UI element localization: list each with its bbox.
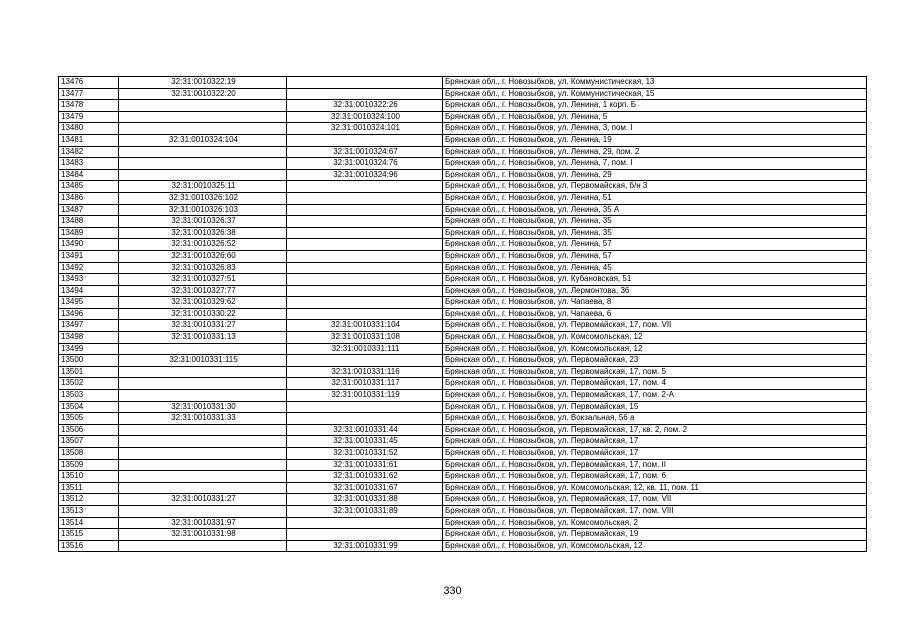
address-cell: Брянская обл., г. Новозыбков, ул. Комсомольская, 2 bbox=[443, 517, 867, 529]
land-cadastral-number-cell bbox=[119, 390, 287, 402]
land-cadastral-number-cell: 32:31:0010331:115 bbox=[119, 355, 287, 367]
building-cadastral-number-cell: 32:31:0010324:76 bbox=[287, 158, 443, 170]
land-cadastral-number-cell bbox=[119, 378, 287, 390]
building-cadastral-number-cell bbox=[287, 204, 443, 216]
land-cadastral-number-cell: 32:31:0010325:11 bbox=[119, 181, 287, 193]
row-number-cell: 13514 bbox=[59, 517, 119, 529]
address-cell: Брянская обл., г. Новозыбков, ул. Ленина, 1 корп. Б bbox=[443, 100, 867, 112]
row-number-cell: 13484 bbox=[59, 169, 119, 181]
address-cell: Брянская обл., г. Новозыбков, ул. Первомайская, 17, пом. 5 bbox=[443, 366, 867, 378]
address-cell: Брянская обл., г. Новозыбков, ул. Первомайская, 17, пом. 2-А bbox=[443, 390, 867, 402]
table-row bbox=[59, 227, 867, 239]
building-cadastral-number-cell bbox=[287, 297, 443, 309]
land-cadastral-number-cell: 32:31:0010329:62 bbox=[119, 297, 287, 309]
row-number-cell: 13498 bbox=[59, 332, 119, 344]
land-cadastral-number-cell bbox=[119, 146, 287, 158]
building-cadastral-number-cell: 32:31:0010331:45 bbox=[287, 436, 443, 448]
address-cell: Брянская обл., г. Новозыбков, ул. Коммунистическая, 13 bbox=[443, 77, 867, 89]
land-cadastral-number-cell: 32:31:0010322:19 bbox=[119, 77, 287, 89]
building-cadastral-number-cell bbox=[287, 274, 443, 286]
address-cell: Брянская обл., г. Новозыбков, ул. Комсомольская, 12 bbox=[443, 540, 867, 552]
address-cell: Брянская обл., г. Новозыбков, ул. Первомайская, 19 bbox=[443, 529, 867, 541]
table-row bbox=[59, 517, 867, 529]
table-row bbox=[59, 123, 867, 135]
building-cadastral-number-cell: 32:31:0010331:89 bbox=[287, 505, 443, 517]
address-cell: Брянская обл., г. Новозыбков, ул. Первомайская, 17 bbox=[443, 436, 867, 448]
building-cadastral-number-cell bbox=[287, 192, 443, 204]
table-row bbox=[59, 88, 867, 100]
address-cell: Брянская обл., г. Новозыбков, ул. Ленина, 35 bbox=[443, 216, 867, 228]
row-number-cell: 13489 bbox=[59, 227, 119, 239]
building-cadastral-number-cell: 32:31:0010331:62 bbox=[287, 471, 443, 483]
building-cadastral-number-cell: 32:31:0010331:108 bbox=[287, 332, 443, 344]
land-cadastral-number-cell: 32:31:0010326:52 bbox=[119, 239, 287, 251]
address-cell: Брянская обл., г. Новозыбков, ул. Первомайская, 17, пом. II bbox=[443, 459, 867, 471]
address-cell: Брянская обл., г. Новозыбков, ул. Первомайская, 17, пом. VII bbox=[443, 320, 867, 332]
address-cell: Брянская обл., г. Новозыбков, ул. Первомайская, 15 bbox=[443, 401, 867, 413]
row-number-cell: 13483 bbox=[59, 158, 119, 170]
table-row bbox=[59, 100, 867, 112]
land-cadastral-number-cell bbox=[119, 123, 287, 135]
land-cadastral-number-cell: 32:31:0010326:102 bbox=[119, 192, 287, 204]
land-cadastral-number-cell bbox=[119, 424, 287, 436]
row-number-cell: 13504 bbox=[59, 401, 119, 413]
row-number-cell: 13513 bbox=[59, 505, 119, 517]
table-row bbox=[59, 366, 867, 378]
building-cadastral-number-cell bbox=[287, 239, 443, 251]
row-number-cell: 13491 bbox=[59, 250, 119, 262]
land-cadastral-number-cell: 32:31:0010331:27 bbox=[119, 320, 287, 332]
page-number: 330 bbox=[443, 585, 462, 597]
land-cadastral-number-cell: 32:31:0010327:51 bbox=[119, 274, 287, 286]
table-row bbox=[59, 216, 867, 228]
table-row bbox=[59, 158, 867, 170]
table-row bbox=[59, 169, 867, 181]
table-row bbox=[59, 134, 867, 146]
building-cadastral-number-cell bbox=[287, 181, 443, 193]
address-cell: Брянская обл., г. Новозыбков, ул. Лермонтова, 36 bbox=[443, 285, 867, 297]
building-cadastral-number-cell: 32:31:0010324:67 bbox=[287, 146, 443, 158]
row-number-cell: 13476 bbox=[59, 77, 119, 89]
building-cadastral-number-cell: 32:31:0010331:111 bbox=[287, 343, 443, 355]
land-cadastral-number-cell: 32:31:0010331:30 bbox=[119, 401, 287, 413]
building-cadastral-number-cell bbox=[287, 285, 443, 297]
row-number-cell: 13481 bbox=[59, 134, 119, 146]
address-cell: Брянская обл., г. Новозыбков, ул. Первомайская, 17, пом. VII bbox=[443, 494, 867, 506]
land-cadastral-number-cell bbox=[119, 100, 287, 112]
land-cadastral-number-cell: 32:31:0010322:20 bbox=[119, 88, 287, 100]
land-cadastral-number-cell: 32:31:0010331:27 bbox=[119, 494, 287, 506]
building-cadastral-number-cell: 32:31:0010331:88 bbox=[287, 494, 443, 506]
address-cell: Брянская обл., г. Новозыбков, ул. Первомайская, 17, пом. 6 bbox=[443, 471, 867, 483]
building-cadastral-number-cell bbox=[287, 134, 443, 146]
land-cadastral-number-cell bbox=[119, 158, 287, 170]
row-number-cell: 13479 bbox=[59, 111, 119, 123]
building-cadastral-number-cell bbox=[287, 517, 443, 529]
cadastral-table bbox=[58, 76, 867, 552]
table-row bbox=[59, 181, 867, 193]
row-number-cell: 13510 bbox=[59, 471, 119, 483]
table-row bbox=[59, 436, 867, 448]
row-number-cell: 13494 bbox=[59, 285, 119, 297]
table-row bbox=[59, 250, 867, 262]
land-cadastral-number-cell: 32:31:0010326:103 bbox=[119, 204, 287, 216]
address-cell: Брянская обл., г. Новозыбков, ул. Ленина, 5 bbox=[443, 111, 867, 123]
land-cadastral-number-cell: 32:31:0010331:13 bbox=[119, 332, 287, 344]
building-cadastral-number-cell bbox=[287, 401, 443, 413]
address-cell: Брянская обл., г. Новозыбков, ул. Ленина, 29, пом. 2 bbox=[443, 146, 867, 158]
address-cell: Брянская обл., г. Новозыбков, ул. Первомайская, 23 bbox=[443, 355, 867, 367]
address-cell: Брянская обл., г. Новозыбков, ул. Ленина, 57 bbox=[443, 250, 867, 262]
row-number-cell: 13505 bbox=[59, 413, 119, 425]
row-number-cell: 13482 bbox=[59, 146, 119, 158]
address-cell: Брянская обл., г. Новозыбков, ул. Первомайская, 17 bbox=[443, 448, 867, 460]
row-number-cell: 13516 bbox=[59, 540, 119, 552]
land-cadastral-number-cell: 32:31:0010331:97 bbox=[119, 517, 287, 529]
table-row bbox=[59, 482, 867, 494]
address-cell: Брянская обл., г. Новозыбков, ул. Первомайская, б/н 3 bbox=[443, 181, 867, 193]
row-number-cell: 13477 bbox=[59, 88, 119, 100]
address-cell: Брянская обл., г. Новозыбков, ул. Кубановская, 51 bbox=[443, 274, 867, 286]
address-cell: Брянская обл., г. Новозыбков, ул. Ленина, 35 bbox=[443, 227, 867, 239]
address-cell: Брянская обл., г. Новозыбков, ул. Комсомольская, 12 bbox=[443, 332, 867, 344]
building-cadastral-number-cell: 32:31:0010331:104 bbox=[287, 320, 443, 332]
row-number-cell: 13493 bbox=[59, 274, 119, 286]
building-cadastral-number-cell: 32:31:0010331:44 bbox=[287, 424, 443, 436]
land-cadastral-number-cell: 32:31:0010331:98 bbox=[119, 529, 287, 541]
row-number-cell: 13480 bbox=[59, 123, 119, 135]
building-cadastral-number-cell: 32:31:0010331:61 bbox=[287, 459, 443, 471]
building-cadastral-number-cell bbox=[287, 77, 443, 89]
land-cadastral-number-cell bbox=[119, 482, 287, 494]
land-cadastral-number-cell bbox=[119, 471, 287, 483]
row-number-cell: 13508 bbox=[59, 448, 119, 460]
row-number-cell: 13501 bbox=[59, 366, 119, 378]
building-cadastral-number-cell: 32:31:0010331:52 bbox=[287, 448, 443, 460]
table-row bbox=[59, 459, 867, 471]
table-row bbox=[59, 320, 867, 332]
building-cadastral-number-cell: 32:31:0010324:101 bbox=[287, 123, 443, 135]
table-row bbox=[59, 505, 867, 517]
building-cadastral-number-cell bbox=[287, 250, 443, 262]
building-cadastral-number-cell bbox=[287, 227, 443, 239]
land-cadastral-number-cell: 32:31:0010330:22 bbox=[119, 308, 287, 320]
land-cadastral-number-cell bbox=[119, 436, 287, 448]
table-row bbox=[59, 424, 867, 436]
table-row bbox=[59, 285, 867, 297]
row-number-cell: 13490 bbox=[59, 239, 119, 251]
land-cadastral-number-cell: 32:31:0010327:77 bbox=[119, 285, 287, 297]
land-cadastral-number-cell bbox=[119, 540, 287, 552]
address-cell: Брянская обл., г. Новозыбков, ул. Ленина, 35 А bbox=[443, 204, 867, 216]
row-number-cell: 13485 bbox=[59, 181, 119, 193]
land-cadastral-number-cell bbox=[119, 459, 287, 471]
land-cadastral-number-cell bbox=[119, 111, 287, 123]
building-cadastral-number-cell: 32:31:0010324:96 bbox=[287, 169, 443, 181]
table-row bbox=[59, 540, 867, 552]
table-row bbox=[59, 111, 867, 123]
address-cell: Брянская обл., г. Новозыбков, ул. Ленина, 19 bbox=[443, 134, 867, 146]
row-number-cell: 13486 bbox=[59, 192, 119, 204]
row-number-cell: 13499 bbox=[59, 343, 119, 355]
building-cadastral-number-cell bbox=[287, 529, 443, 541]
address-cell: Брянская обл., г. Новозыбков, ул. Ленина, 7, пом. I bbox=[443, 158, 867, 170]
building-cadastral-number-cell: 32:31:0010331:117 bbox=[287, 378, 443, 390]
table-row bbox=[59, 332, 867, 344]
table-row bbox=[59, 529, 867, 541]
row-number-cell: 13503 bbox=[59, 390, 119, 402]
table-row bbox=[59, 77, 867, 89]
table-row bbox=[59, 448, 867, 460]
building-cadastral-number-cell: 32:31:0010331:116 bbox=[287, 366, 443, 378]
land-cadastral-number-cell: 32:31:0010326:37 bbox=[119, 216, 287, 228]
row-number-cell: 13488 bbox=[59, 216, 119, 228]
row-number-cell: 13487 bbox=[59, 204, 119, 216]
building-cadastral-number-cell bbox=[287, 355, 443, 367]
land-cadastral-number-cell: 32:31:0010326:38 bbox=[119, 227, 287, 239]
land-cadastral-number-cell bbox=[119, 169, 287, 181]
address-cell: Брянская обл., г. Новозыбков, ул. Ленина, 51 bbox=[443, 192, 867, 204]
table-row bbox=[59, 204, 867, 216]
address-cell: Брянская обл., г. Новозыбков, ул. Комсомольская, 12 bbox=[443, 343, 867, 355]
building-cadastral-number-cell: 32:31:0010331:67 bbox=[287, 482, 443, 494]
row-number-cell: 13496 bbox=[59, 308, 119, 320]
table-row bbox=[59, 308, 867, 320]
land-cadastral-number-cell bbox=[119, 343, 287, 355]
address-cell: Брянская обл., г. Новозыбков, ул. Ленина, 45 bbox=[443, 262, 867, 274]
row-number-cell: 13509 bbox=[59, 459, 119, 471]
row-number-cell: 13492 bbox=[59, 262, 119, 274]
table-body bbox=[59, 77, 867, 552]
building-cadastral-number-cell: 32:31:0010331:99 bbox=[287, 540, 443, 552]
address-cell: Брянская обл., г. Новозыбков, ул. Первомайская, 17, пом. 4 bbox=[443, 378, 867, 390]
table-row bbox=[59, 378, 867, 390]
address-cell: Брянская обл., г. Новозыбков, ул. Первомайская, 17, пом. VIII bbox=[443, 505, 867, 517]
table-row bbox=[59, 390, 867, 402]
building-cadastral-number-cell bbox=[287, 262, 443, 274]
address-cell: Брянская обл., г. Новозыбков, ул. Чапаева, 6 bbox=[443, 308, 867, 320]
row-number-cell: 13497 bbox=[59, 320, 119, 332]
land-cadastral-number-cell bbox=[119, 366, 287, 378]
address-cell: Брянская обл., г. Новозыбков, ул. Ленина, 3, пом. I bbox=[443, 123, 867, 135]
building-cadastral-number-cell bbox=[287, 308, 443, 320]
table-row bbox=[59, 494, 867, 506]
table-row bbox=[59, 239, 867, 251]
row-number-cell: 13506 bbox=[59, 424, 119, 436]
row-number-cell: 13495 bbox=[59, 297, 119, 309]
table-row bbox=[59, 262, 867, 274]
row-number-cell: 13507 bbox=[59, 436, 119, 448]
table-row bbox=[59, 343, 867, 355]
address-cell: Брянская обл., г. Новозыбков, ул. Первомайская, 17, кв. 2, пом. 2 bbox=[443, 424, 867, 436]
building-cadastral-number-cell: 32:31:0010322:26 bbox=[287, 100, 443, 112]
row-number-cell: 13511 bbox=[59, 482, 119, 494]
building-cadastral-number-cell bbox=[287, 413, 443, 425]
row-number-cell: 13500 bbox=[59, 355, 119, 367]
table-row bbox=[59, 297, 867, 309]
row-number-cell: 13502 bbox=[59, 378, 119, 390]
land-cadastral-number-cell: 32:31:0010326:83 bbox=[119, 262, 287, 274]
table-row bbox=[59, 192, 867, 204]
table-row bbox=[59, 146, 867, 158]
table-row bbox=[59, 355, 867, 367]
table-row bbox=[59, 401, 867, 413]
address-cell: Брянская обл., г. Новозыбков, ул. Ленина, 29 bbox=[443, 169, 867, 181]
row-number-cell: 13478 bbox=[59, 100, 119, 112]
address-cell: Брянская обл., г. Новозыбков, ул. Вокзальная, 56 а bbox=[443, 413, 867, 425]
address-cell: Брянская обл., г. Новозыбков, ул. Комсомольская, 12, кв. 11, пом. 11 bbox=[443, 482, 867, 494]
land-cadastral-number-cell bbox=[119, 448, 287, 460]
address-cell: Брянская обл., г. Новозыбков, ул. Коммунистическая, 15 bbox=[443, 88, 867, 100]
building-cadastral-number-cell: 32:31:0010331:119 bbox=[287, 390, 443, 402]
row-number-cell: 13512 bbox=[59, 494, 119, 506]
address-cell: Брянская обл., г. Новозыбков, ул. Ленина, 57 bbox=[443, 239, 867, 251]
building-cadastral-number-cell: 32:31:0010324:100 bbox=[287, 111, 443, 123]
land-cadastral-number-cell: 32:31:0010331:33 bbox=[119, 413, 287, 425]
land-cadastral-number-cell: 32:31:0010326:60 bbox=[119, 250, 287, 262]
land-cadastral-number-cell: 32:31:0010324:104 bbox=[119, 134, 287, 146]
building-cadastral-number-cell bbox=[287, 216, 443, 228]
building-cadastral-number-cell bbox=[287, 88, 443, 100]
table-row bbox=[59, 413, 867, 425]
land-cadastral-number-cell bbox=[119, 505, 287, 517]
table-row bbox=[59, 274, 867, 286]
row-number-cell: 13515 bbox=[59, 529, 119, 541]
table-row bbox=[59, 471, 867, 483]
address-cell: Брянская обл., г. Новозыбков, ул. Чапаева, 8 bbox=[443, 297, 867, 309]
